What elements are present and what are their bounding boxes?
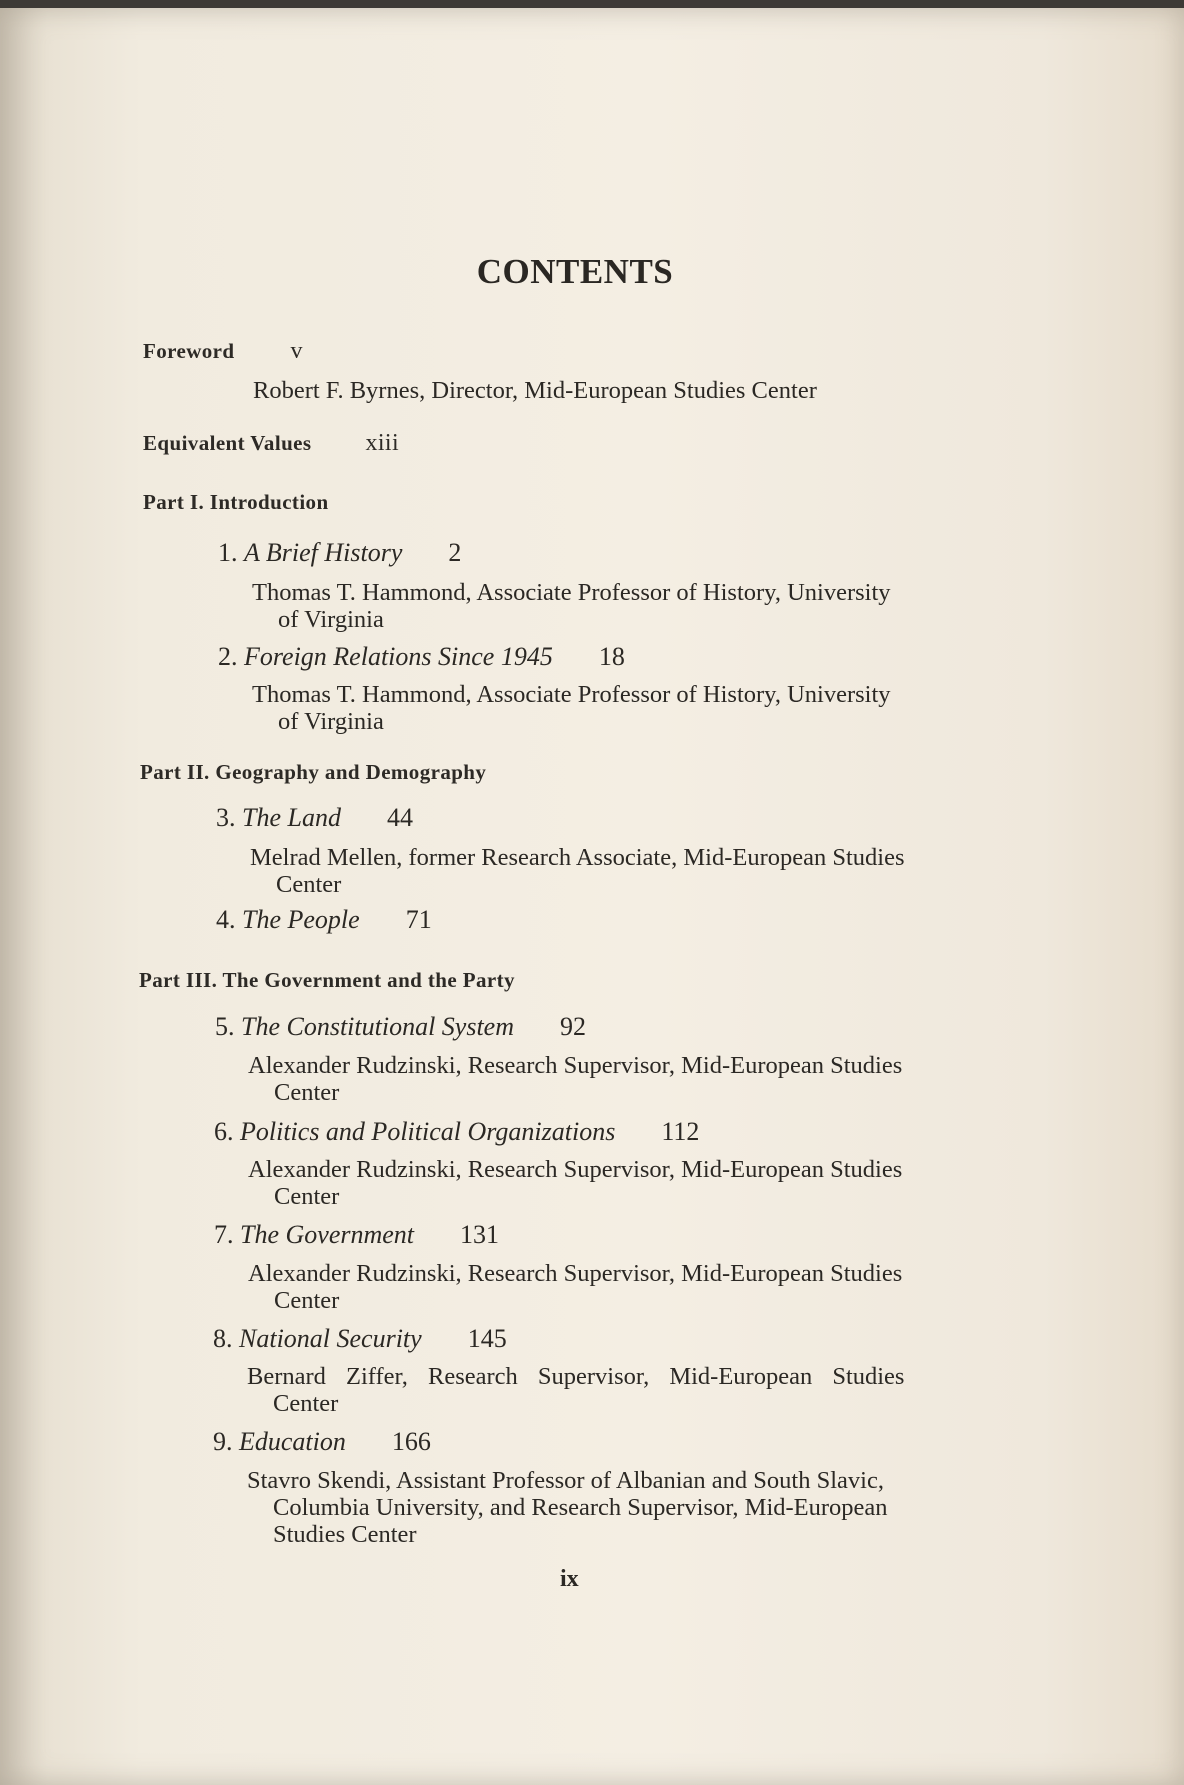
chapter-page: 92 [560, 1012, 586, 1041]
chapter-page: 2 [448, 538, 462, 567]
chapter-title: The Government [240, 1220, 415, 1249]
chapter-title: Politics and Political Organizations [240, 1117, 616, 1146]
chapter-number: 1. [218, 538, 238, 567]
chapter-number: 9. [213, 1427, 233, 1456]
chapter-8-author: Bernard Ziffer, Research Supervisor, Mid-European Studies Center [247, 1363, 905, 1417]
chapter-3-author: Melrad Mellen, former Research Associate, Mid-European Studies Center [250, 844, 905, 898]
chapter-5-author: Alexander Rudzinski, Research Supervisor, Mid-European Studies Center [248, 1052, 903, 1106]
foreword-page: v [290, 338, 303, 364]
page-folio: ix [560, 1566, 579, 1592]
chapter-7-entry [214, 1220, 499, 1250]
equivalent-values-label: Equivalent Values [143, 431, 312, 455]
chapter-9-entry [213, 1427, 431, 1457]
chapter-number: 8. [213, 1324, 233, 1353]
chapter-number: 2. [218, 642, 238, 671]
book-top-edge [0, 0, 1184, 8]
foreword-label: Foreword [143, 339, 235, 363]
chapter-title: The Land [242, 803, 341, 832]
chapter-3-entry [216, 803, 413, 833]
chapter-page: 71 [405, 905, 432, 934]
chapter-2-entry [218, 642, 625, 672]
chapter-1-entry [218, 538, 461, 568]
part-2-heading: Part II. Geography and Demography [140, 760, 487, 784]
chapter-page: 145 [467, 1324, 507, 1353]
equivalent-values-heading [143, 430, 399, 457]
part-3-heading: Part III. The Government and the Party [139, 968, 515, 992]
chapter-number: 7. [214, 1220, 234, 1249]
chapter-title: National Security [239, 1324, 422, 1353]
chapter-page: 18 [598, 642, 625, 671]
chapter-page: 112 [661, 1117, 700, 1146]
chapter-9-author: Stavro Skendi, Assistant Professor of Albanian and South Slavic, Columbia University, and Research Supervisor, Mid-European Studies Center [247, 1467, 888, 1548]
chapter-8-entry [213, 1324, 507, 1354]
chapter-number: 6. [214, 1117, 234, 1146]
chapter-number: 5. [215, 1012, 235, 1041]
contents-title: CONTENTS [476, 252, 674, 291]
foreword-heading [143, 338, 303, 365]
foreword-author: Robert F. Byrnes, Director, Mid-European Studies Center [253, 377, 817, 404]
chapter-7-author: Alexander Rudzinski, Research Supervisor, Mid-European Studies Center [248, 1260, 903, 1314]
chapter-page: 44 [386, 803, 413, 832]
chapter-title: Foreign Relations Since 1945 [244, 642, 553, 671]
chapter-6-author: Alexander Rudzinski, Research Supervisor, Mid-European Studies Center [248, 1156, 903, 1210]
chapter-title: Education [239, 1427, 346, 1456]
part-1-heading: Part I. Introduction [143, 490, 329, 514]
chapter-number: 4. [216, 905, 236, 934]
chapter-5-entry [215, 1012, 586, 1042]
chapter-title: A Brief History [244, 538, 403, 567]
chapter-title: The People [242, 905, 360, 934]
chapter-title: The Constitutional System [241, 1012, 514, 1041]
chapter-6-entry [214, 1117, 699, 1147]
chapter-4-entry [216, 905, 432, 935]
chapter-number: 3. [216, 803, 236, 832]
book-page [0, 8, 1184, 1785]
chapter-page: 166 [391, 1427, 431, 1456]
chapter-1-author: Thomas T. Hammond, Associate Professor of History, University of Virginia [252, 579, 891, 633]
equivalent-values-page: xiii [365, 430, 400, 456]
chapter-page: 131 [460, 1220, 500, 1249]
chapter-2-author: Thomas T. Hammond, Associate Professor of History, University of Virginia [252, 681, 891, 735]
